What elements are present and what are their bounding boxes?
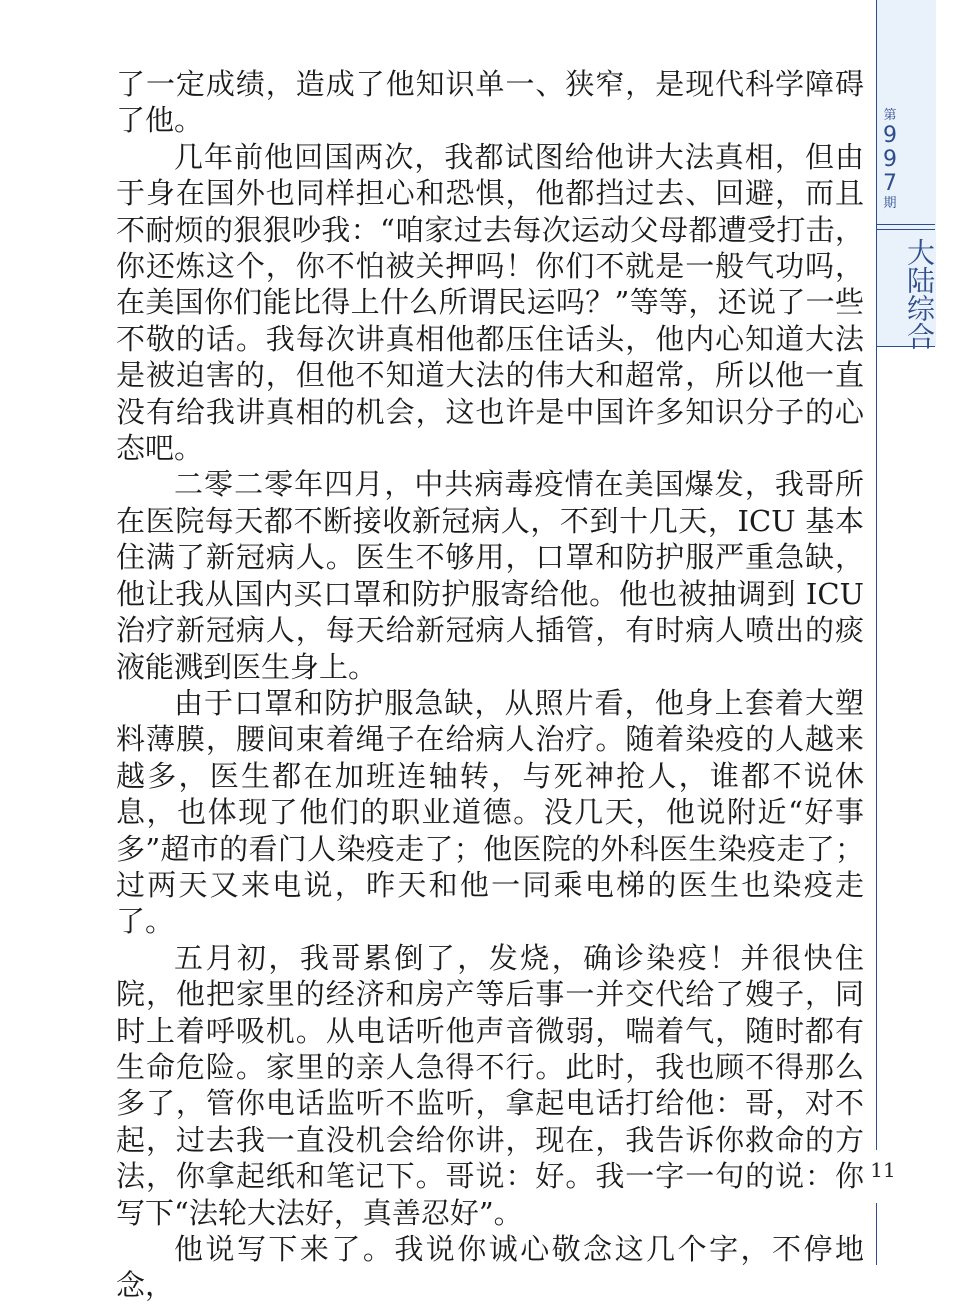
- issue-digit: 7: [883, 171, 897, 196]
- issue-digit: 9: [883, 147, 897, 172]
- sidebar-rule: [876, 229, 935, 230]
- sidebar-rule: [876, 224, 935, 225]
- paragraph: 了一定成绩，造成了他知识单一、狭窄，是现代科学障碍了他。: [116, 67, 864, 138]
- article-body: [116, 66, 864, 1304]
- paragraph: 二零二零年四月，中共病毒疫情在美国爆发，我哥所在医院每天都不断接收新冠病人，不到十几天，ICU 基本住满了新冠病人。医生不够用，口罩和防护服严重急缺，他让我从国内买口罩和防护服寄给他。他也被抽调到 ICU 治疗新冠病人，每天给新冠病人插管，有时病人喷出的痰液能溅到医生身上。: [116, 467, 864, 684]
- issue-prefix: 第: [883, 108, 897, 123]
- page-number: 11: [870, 1158, 896, 1182]
- issue-digit: 9: [883, 123, 897, 148]
- issue-number: [876, 108, 904, 212]
- paragraph: 他说写下来了。我说你诚心敬念这几个字，不停地念，: [116, 1232, 864, 1303]
- sidebar-divider-line-lower: [876, 1203, 877, 1265]
- issue-suffix: 期: [883, 196, 897, 211]
- paragraph: 几年前他回国两次，我都试图给他讲大法真相，但由于身在国外也同样担心和恐惧，他都挡过去、回避，而且不耐烦的狠狠吵我：“咱家过去每次运动父母都遭受打击，你还炼这个，你不怕被关押吗！你们不就是一般气功吗，在美国你们能比得上什么所谓民运吗？”等等，还说了一些不敬的话。我每次讲真相他都压住话头，他内心知道大法是被迫害的，但他不知道大法的伟大和超常，所以他一直没有给我讲真相的机会，这也许是中国许多知识分子的心态吧。: [116, 139, 864, 466]
- paragraph: 五月初，我哥累倒了，发烧，确诊染疫！并很快住院，他把家里的经济和房产等后事一并交代给了嫂子，同时上着呼吸机。从电话听他声音微弱，喘着气，随时都有生命危险。家里的亲人急得不行。此时，我也顾不得那么多了，管你电话监听不监听，拿起电话打给他：哥，对不起，过去我一直没机会给你讲，现在，我告诉你救命的方法，你拿起纸和笔记下。哥说：好。我一字一句的说：你写下“法轮大法好，真善忍好”。: [116, 940, 864, 1230]
- paragraph: 由于口罩和防护服急缺，从照片看，他身上套着大塑料薄膜，腰间束着绳子在给病人治疗。随着染疫的人越来越多，医生都在加班连轴转，与死神抢人，谁都不说休息，也体现了他们的职业道德。没几天，他说附近“好事多”超市的看门人染疫走了；他医院的外科医生染疫走了；过两天又来电说，昨天和他一同乘电梯的医生也染疫走了。: [116, 685, 864, 939]
- section-title: 大陆综合: [903, 238, 936, 350]
